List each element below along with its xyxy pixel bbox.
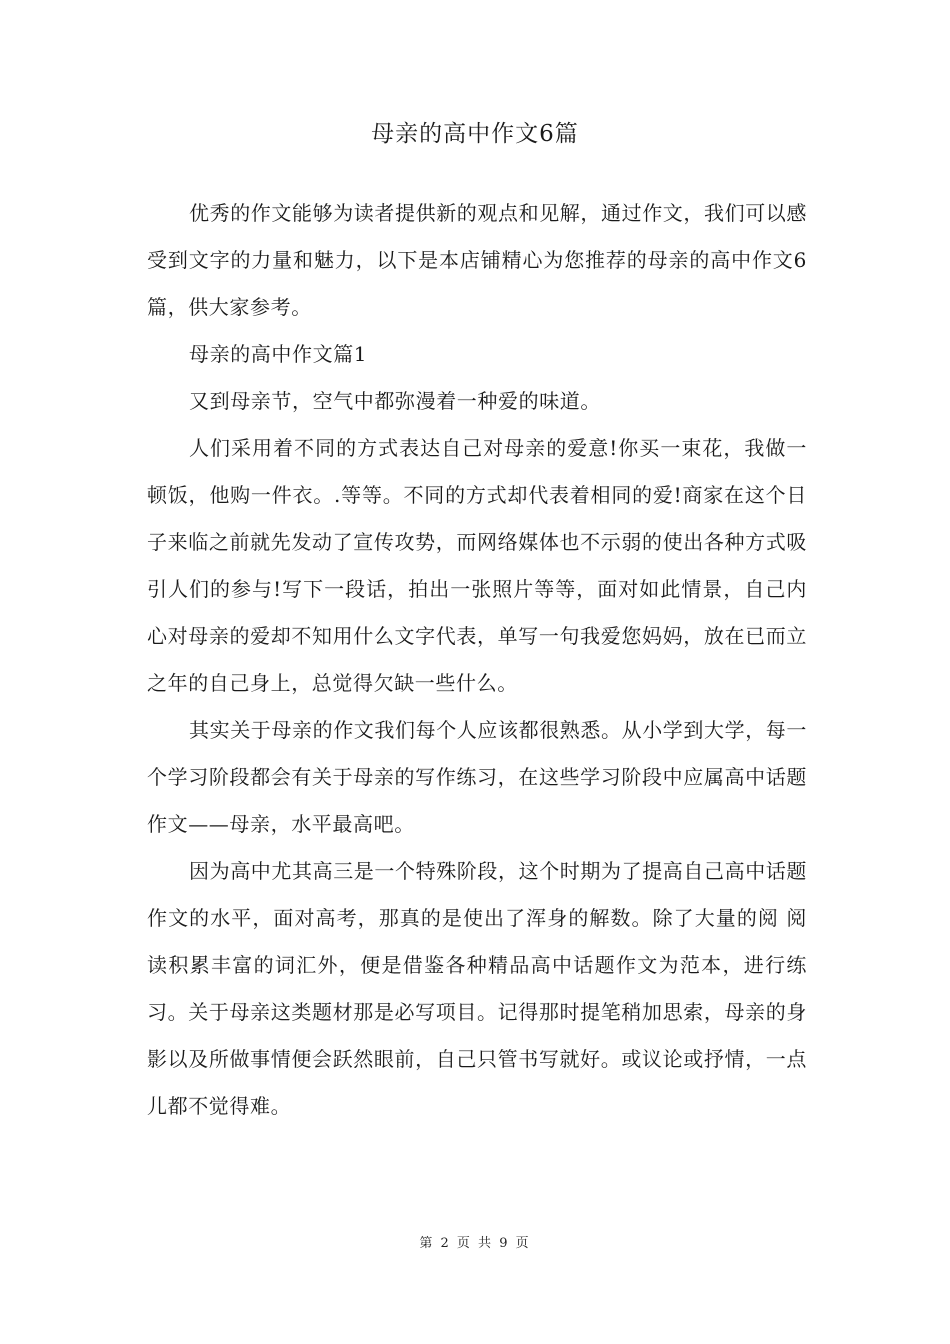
body-paragraph: 其实关于母亲的作文我们每个人应该都很熟悉。从小学到大学，每一个学习阶段都会有关于母亲的写作练习，在这些学习阶段中应属高中话题作文——母亲，水平最高吧。 (147, 718, 807, 836)
document-title: 母亲的高中作文6篇 (371, 121, 579, 147)
section-heading: 母亲的高中作文篇1 (189, 342, 368, 366)
intro-paragraph: 优秀的作文能够为读者提供新的观点和见解，通过作文，我们可以感受到文字的力量和魅力，以下是本店铺精心为您推荐的母亲的高中作文6篇，供大家参考。 (147, 201, 807, 319)
page-number-footer: 第 2 页 共 9 页 (419, 1236, 531, 1251)
body-paragraph: 人们采用着不同的方式表达自己对母亲的爱意!你买一束花，我做一顿饭，他购一件衣。.等等。不同的方式却代表着相同的爱!商家在这个日子来临之前就先发动了宣传攻势，而网络媒体也不示弱的使出各种方式吸引人们的参与!写下一段话，拍出一张照片等等，面对如此情景，自己内心对母亲的爱却不知用什么文字代表，单写一句我爱您妈妈，放在已而立之年的自己身上，总觉得欠缺一些什么。 (147, 436, 807, 695)
body-paragraph: 又到母亲节，空气中都弥漫着一种爱的味道。 (189, 389, 601, 413)
document-body (147, 190, 807, 1130)
body-paragraph: 因为高中尤其高三是一个特殊阶段，这个时期为了提高自己高中话题作文的水平，面对高考，那真的是使出了浑身的解数。除了大量的阅 阅读积累丰富的词汇外，便是借鉴各种精品高中话题作文为范本，进行练习。关于母亲这类题材那是必写项目。记得那时提笔稍加思索，母亲的身影以及所做事情便会跃然眼前，自己只管书写就好。或议论或抒情，一点儿都不觉得难。 (147, 859, 807, 1118)
